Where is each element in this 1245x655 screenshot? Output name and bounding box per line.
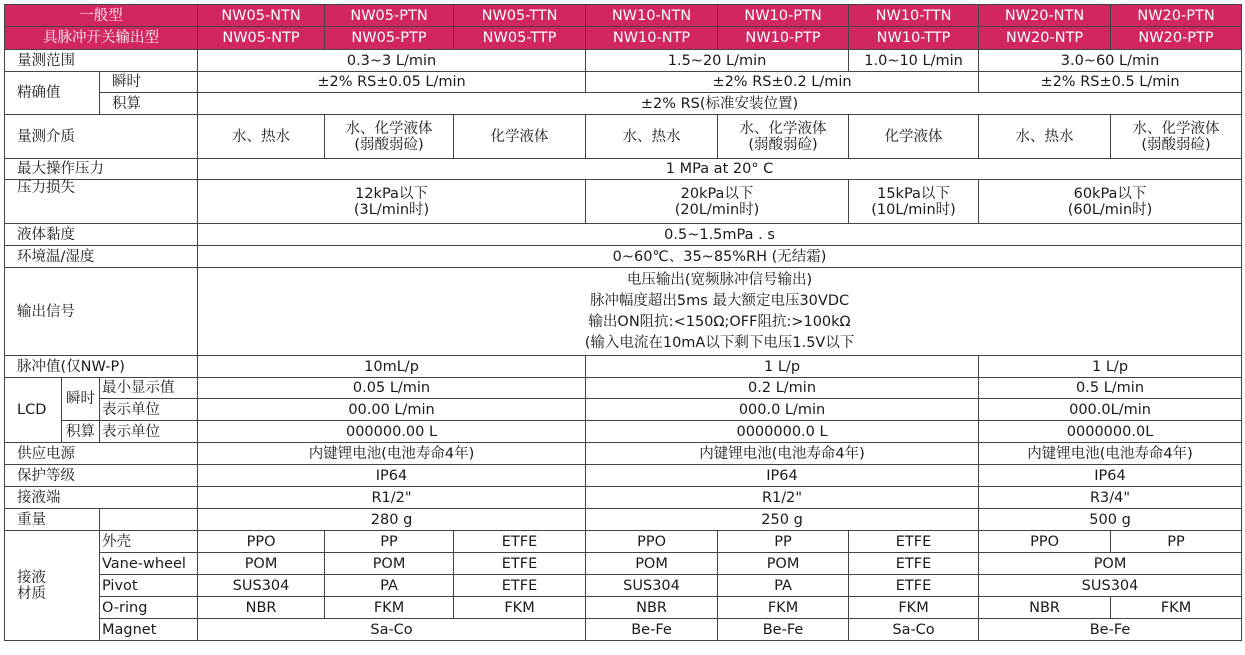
sub-label: 最小显示值: [100, 378, 198, 399]
model-cell: NW10-NTP: [586, 27, 718, 50]
value-cell: 00.00 L/min: [198, 399, 586, 421]
value-cell: NBR: [979, 597, 1111, 619]
value-cell: R3/4": [979, 487, 1242, 509]
value-cell: POM: [198, 553, 325, 575]
row-weight: [5, 509, 1242, 531]
value-cell: 水、热水: [586, 115, 718, 159]
value-cell: 内键锂电池(电池寿命4年): [198, 443, 586, 465]
sub-label: 瞬时: [62, 378, 100, 421]
row-label: 重量: [5, 509, 100, 531]
sub-label: 瞬时: [100, 72, 198, 93]
sub-label: 积算: [100, 93, 198, 115]
row-range: [5, 50, 1242, 72]
value-cell: 0000000.0 L: [586, 421, 979, 443]
row-accuracy-total: [5, 93, 1242, 115]
row-label: 量测介质: [5, 115, 198, 159]
value-cell: PA: [325, 575, 454, 597]
value-cell: 500 g: [979, 509, 1242, 531]
value-cell: FKM: [454, 597, 586, 619]
row-material-magnet: [5, 619, 1242, 641]
value-cell: ETFE: [849, 531, 979, 553]
row-lcd-unit: [5, 399, 1242, 421]
value-cell: 0.5 L/min: [979, 378, 1242, 399]
value-cell: 0.3~3 L/min: [198, 50, 586, 72]
empty-cell: [100, 509, 198, 531]
value-cell: NBR: [586, 597, 718, 619]
row-lcd-total: [5, 421, 1242, 443]
model-cell: NW05-PTN: [325, 5, 454, 27]
value-line: 水、化学液体: [345, 120, 433, 137]
value-cell: PPO: [586, 531, 718, 553]
row-label: 环境温/湿度: [5, 246, 198, 268]
value-cell: 10mL/p: [198, 356, 586, 378]
value-cell: ETFE: [849, 553, 979, 575]
spec-table: [4, 4, 1242, 641]
value-cell: NBR: [198, 597, 325, 619]
value-cell: 000000.00 L: [198, 421, 586, 443]
value-cell: IP64: [979, 465, 1242, 487]
value-cell: Be-Fe: [718, 619, 849, 641]
model-cell: NW05-NTP: [198, 27, 325, 50]
value-cell: ETFE: [454, 531, 586, 553]
value-line: 水、化学液体: [739, 120, 827, 137]
row-pulse: [5, 356, 1242, 378]
model-cell: NW20-PTP: [1111, 27, 1242, 50]
row-lcd-min: [5, 378, 1242, 399]
value-cell: Sa-Co: [198, 619, 586, 641]
sub-label: 外壳: [100, 531, 198, 553]
row-material-vane: [5, 553, 1242, 575]
row-port: [5, 487, 1242, 509]
value-line: 20kPa以下: [680, 185, 754, 202]
material-label-line: 材质: [17, 585, 46, 602]
row-label: 供应电源: [5, 443, 198, 465]
value-line: 15kPa以下: [877, 185, 950, 202]
model-cell: NW05-NTN: [198, 5, 325, 27]
row-label: LCD: [5, 378, 62, 443]
header-row-general: [5, 5, 1242, 27]
row-label: 液体黏度: [5, 224, 198, 246]
model-cell: NW10-PTN: [718, 5, 849, 27]
value-line: 输出ON阻抗:<150Ω;OFF阻抗:>100kΩ: [588, 313, 851, 330]
model-cell: NW10-TTN: [849, 5, 979, 27]
value-cell: Sa-Co: [849, 619, 979, 641]
model-cell: NW05-TTN: [454, 5, 586, 27]
row-label: [5, 531, 100, 641]
value-cell: 水、热水: [198, 115, 325, 159]
value-line: (输入电流在10mA以下剩下电压1.5V以下: [584, 334, 855, 351]
value-cell: 内键锂电池(电池寿命4年): [586, 443, 979, 465]
value-cell: [1111, 115, 1242, 159]
value-cell: 1 L/p: [979, 356, 1242, 378]
value-cell: [586, 180, 849, 224]
row-power: [5, 443, 1242, 465]
value-cell: 0~60℃、35~85%RH (无结霜): [198, 246, 1242, 268]
model-cell: NW20-NTN: [979, 5, 1111, 27]
value-cell: 1.0~10 L/min: [849, 50, 979, 72]
value-cell: PA: [718, 575, 849, 597]
value-cell: [849, 180, 979, 224]
value-cell: 280 g: [198, 509, 586, 531]
header-row-pulse: [5, 27, 1242, 50]
value-cell: SUS304: [198, 575, 325, 597]
value-cell: R1/2": [198, 487, 586, 509]
model-cell: NW20-PTN: [1111, 5, 1242, 27]
value-line: (60L/min时): [1067, 201, 1153, 218]
value-cell: ETFE: [849, 575, 979, 597]
sub-label: 积算: [62, 421, 100, 443]
value-cell: IP64: [198, 465, 586, 487]
value-cell: [198, 268, 1242, 356]
model-cell: NW10-PTP: [718, 27, 849, 50]
value-cell: 水、热水: [979, 115, 1111, 159]
value-cell: PPO: [979, 531, 1111, 553]
row-viscosity: [5, 224, 1242, 246]
value-line: 水、化学液体: [1132, 120, 1220, 137]
value-cell: 内键锂电池(电池寿命4年): [979, 443, 1242, 465]
value-cell: ETFE: [454, 575, 586, 597]
value-cell: FKM: [1111, 597, 1242, 619]
value-cell: [198, 180, 586, 224]
value-cell: POM: [586, 553, 718, 575]
value-cell: FKM: [325, 597, 454, 619]
value-cell: ±2% RS±0.5 L/min: [979, 72, 1242, 93]
value-cell: PP: [325, 531, 454, 553]
value-cell: Be-Fe: [586, 619, 718, 641]
header-pulse-label: 具脉冲开关输出型: [5, 27, 198, 50]
row-label: 输出信号: [5, 268, 198, 356]
value-cell: POM: [325, 553, 454, 575]
value-cell: ±2% RS±0.2 L/min: [586, 72, 979, 93]
value-cell: 0.05 L/min: [198, 378, 586, 399]
value-cell: 1 L/p: [586, 356, 979, 378]
model-cell: NW10-TTP: [849, 27, 979, 50]
material-label-line: 接液: [17, 569, 46, 586]
model-cell: NW20-NTP: [979, 27, 1111, 50]
value-line: (3L/min时): [353, 201, 430, 218]
value-line: (弱酸弱硷): [354, 136, 424, 153]
value-cell: [718, 115, 849, 159]
value-cell: POM: [979, 553, 1242, 575]
sub-label: Vane-wheel: [100, 553, 198, 575]
value-line: 电压输出(宽频脉冲信号输出): [626, 271, 813, 288]
value-line: 12kPa以下: [355, 185, 428, 202]
value-cell: IP64: [586, 465, 979, 487]
value-cell: 化学液体: [849, 115, 979, 159]
value-line: (弱酸弱硷): [748, 136, 818, 153]
value-cell: 0000000.0L: [979, 421, 1242, 443]
sub-label: Pivot: [100, 575, 198, 597]
value-line: (弱酸弱硷): [1141, 136, 1211, 153]
row-accuracy-instant: [5, 72, 1242, 93]
model-cell: NW10-NTN: [586, 5, 718, 27]
value-cell: [979, 180, 1242, 224]
row-label: 保护等级: [5, 465, 198, 487]
value-cell: 0.5~1.5mPa . s: [198, 224, 1242, 246]
value-line: (10L/min时): [871, 201, 956, 218]
row-label: 接液端: [5, 487, 198, 509]
sub-label: 表示单位: [100, 421, 198, 443]
value-cell: 1 MPa at 20° C: [198, 159, 1242, 180]
value-cell: FKM: [849, 597, 979, 619]
sub-label: O-ring: [100, 597, 198, 619]
sub-label: Magnet: [100, 619, 198, 641]
row-label: 量测范围: [5, 50, 198, 72]
value-line: (20L/min时): [674, 201, 760, 218]
value-cell: Be-Fe: [979, 619, 1242, 641]
value-line: 60kPa以下: [1073, 185, 1147, 202]
row-label: 压力损失: [5, 180, 198, 224]
row-material-oring: [5, 597, 1242, 619]
model-cell: NW05-TTP: [454, 27, 586, 50]
value-line: 脉冲幅度超出5ms 最大额定电压30VDC: [589, 292, 850, 309]
value-cell: PP: [1111, 531, 1242, 553]
row-output: [5, 268, 1242, 356]
row-label: 脉冲值(仅NW-P): [5, 356, 198, 378]
value-cell: 1.5~20 L/min: [586, 50, 849, 72]
value-cell: ETFE: [454, 553, 586, 575]
value-cell: POM: [718, 553, 849, 575]
value-cell: 0.2 L/min: [586, 378, 979, 399]
row-label: 精确值: [5, 72, 100, 115]
value-cell: 化学液体: [454, 115, 586, 159]
header-general-label: 一般型: [5, 5, 198, 27]
value-cell: 3.0~60 L/min: [979, 50, 1242, 72]
value-cell: PP: [718, 531, 849, 553]
row-protection: [5, 465, 1242, 487]
row-material-case: [5, 531, 1242, 553]
row-environment: [5, 246, 1242, 268]
model-cell: NW05-PTP: [325, 27, 454, 50]
value-cell: 250 g: [586, 509, 979, 531]
value-cell: 000.0 L/min: [586, 399, 979, 421]
row-label: 最大操作压力: [5, 159, 198, 180]
value-cell: PPO: [198, 531, 325, 553]
value-cell: R1/2": [586, 487, 979, 509]
value-cell: SUS304: [586, 575, 718, 597]
row-material-pivot: [5, 575, 1242, 597]
value-cell: FKM: [718, 597, 849, 619]
value-cell: 000.0L/min: [979, 399, 1242, 421]
row-pressure-loss: [5, 180, 1242, 224]
row-medium: [5, 115, 1242, 159]
sub-label: 表示单位: [100, 399, 198, 421]
row-max-pressure: [5, 159, 1242, 180]
value-cell: ±2% RS(标准安装位置): [198, 93, 1242, 115]
value-cell: SUS304: [979, 575, 1242, 597]
value-cell: ±2% RS±0.05 L/min: [198, 72, 586, 93]
value-cell: [325, 115, 454, 159]
